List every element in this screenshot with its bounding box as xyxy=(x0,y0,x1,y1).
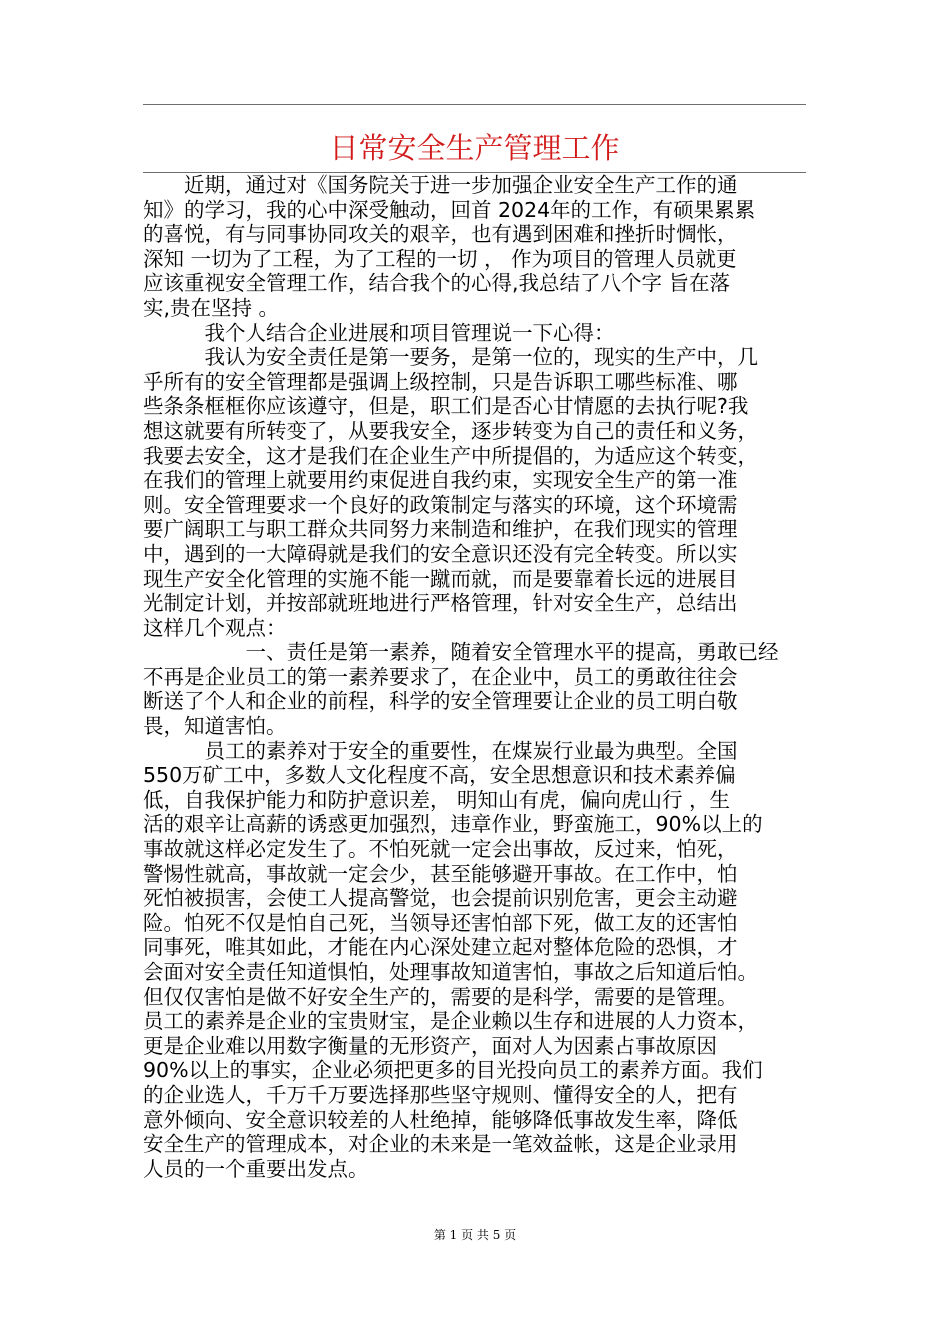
body-line: 我个人结合企业进展和项目管理说一下心得： xyxy=(143,320,615,345)
body-line: 不再是企业员工的第一素养要求了，在企业中，员工的勇敢往往会 xyxy=(143,664,738,689)
body-line: 同事死，唯其如此，才能在内心深处建立起对整体危险的恐惧，才 xyxy=(143,935,738,960)
body-line: 险。怕死不仅是怕自己死，当领导还害怕部下死，做工友的还害怕 xyxy=(143,910,738,935)
body-line: 意外倾向、安全意识较差的人杜绝掉，能够降低事故发生率，降低 xyxy=(143,1107,738,1132)
body-line: 些条条框框你应该遵守，但是，职工们是否心甘情愿的去执行呢?我 xyxy=(143,394,749,419)
body-line: 这样几个观点： xyxy=(143,615,287,640)
body-line: 近期，通过对《国务院关于进一步加强企业安全生产工作的通 xyxy=(143,173,738,197)
body-line: 畏，知道害怕。 xyxy=(143,714,287,739)
body-line: 在我们的管理上就要用约束促进自我约束，实现安全生产的第一准 xyxy=(143,468,738,493)
body-line: 员工的素养对于安全的重要性，在煤炭行业最为典型。全国 xyxy=(143,738,738,763)
document-title: 日常安全生产管理工作 xyxy=(329,131,620,165)
page-footer: 第 1 页 共 5 页 xyxy=(433,1228,517,1242)
body-line: 人员的一个重要出发点。 xyxy=(143,1156,369,1181)
body-line: 断送了个人和企业的前程，科学的安全管理要让企业的员工明白敬 xyxy=(143,689,738,714)
body-line: 但仅仅害怕是做不好安全生产的，需要的是科学，需要的是管理。 xyxy=(143,984,738,1009)
body-line: 的企业选人，千万千万要选择那些坚守规则、懂得安全的人，把有 xyxy=(143,1082,738,1107)
body-line: 警惕性就高，事故就一定会少，甚至能够避开事故。在工作中，怕 xyxy=(143,861,738,886)
body-line: 90%以上的事实，企业必须把更多的目光投向员工的素养方面。我们 xyxy=(143,1058,763,1083)
body-line: 活的艰辛让高薪的诱惑更加强烈，违章作业，野蛮施工，90%以上的 xyxy=(143,812,763,837)
body-line: 现生产安全化管理的实施不能一蹴而就，而是要靠着长远的进展目 xyxy=(143,566,738,591)
body-line: 乎所有的安全管理都是强调上级控制，只是告诉职工哪些标准、哪 xyxy=(143,369,738,394)
body-line: 550万矿工中，多数人文化程度不高，安全思想意识和技术素养偏 xyxy=(143,763,736,788)
body-line: 会面对安全责任知道惧怕，处理事故知道害怕，事故之后知道后怕。 xyxy=(143,960,758,984)
body-line: 光制定计划，并按部就班地进行严格管理，针对安全生产，总结出 xyxy=(143,591,738,616)
body-line: 我要去安全，这才是我们在企业生产中所提倡的，为适应这个转变， xyxy=(143,443,758,468)
document-body xyxy=(143,173,811,1181)
body-line: 事故就这样必定发生了。不怕死就一定会出事故，反过来，怕死， xyxy=(143,837,738,862)
body-line: 深知 一切为了工程，为了工程的一切 ， 作为项目的管理人员就更 xyxy=(143,246,737,271)
body-line: 员工的素养是企业的宝贵财宝，是企业赖以生存和进展的人力资本， xyxy=(143,1009,758,1034)
body-line: 我认为安全责任是第一要务，是第一位的，现实的生产中，几 xyxy=(143,345,758,370)
body-line: 的喜悦，有与同事协同攻关的艰辛，也有遇到困难和挫折时惆怅， xyxy=(143,222,738,247)
body-line: 知》的学习，我的心中深受触动，回首 2024年的工作，有硕果累累 xyxy=(143,197,756,222)
body-line: 中，遇到的一大障碍就是我们的安全意识还没有完全转变。所以实 xyxy=(143,541,738,566)
body-line: 一、责任是第一素养，随着安全管理水平的提高，勇敢已经 xyxy=(143,640,779,665)
body-line: 实,贵在坚持 。 xyxy=(143,295,280,320)
body-line: 死怕被损害，会使工人提高警觉，也会提前识别危害，更会主动避 xyxy=(143,886,738,911)
body-line: 要广阔职工与职工群众共同努力来制造和维护，在我们现实的管理 xyxy=(143,517,738,542)
header-rule-top xyxy=(143,104,806,105)
body-line: 应该重视安全管理工作，结合我个的心得,我总结了八个字 旨在落 xyxy=(143,271,731,296)
body-line: 安全生产的管理成本，对企业的未来是一笔效益帐，这是企业录用 xyxy=(143,1132,738,1157)
body-line: 低，自我保护能力和防护意识差， 明知山有虎，偏向虎山行 ，生 xyxy=(143,787,731,812)
body-line: 更是企业难以用数字衡量的无形资产，面对人为因素占事故原因 xyxy=(143,1033,717,1058)
body-line: 想这就要有所转变了，从要我安全，逐步转变为自己的责任和义务， xyxy=(143,418,758,443)
body-line: 则。安全管理要求一个良好的政策制定与落实的环境，这个环境需 xyxy=(143,492,738,517)
